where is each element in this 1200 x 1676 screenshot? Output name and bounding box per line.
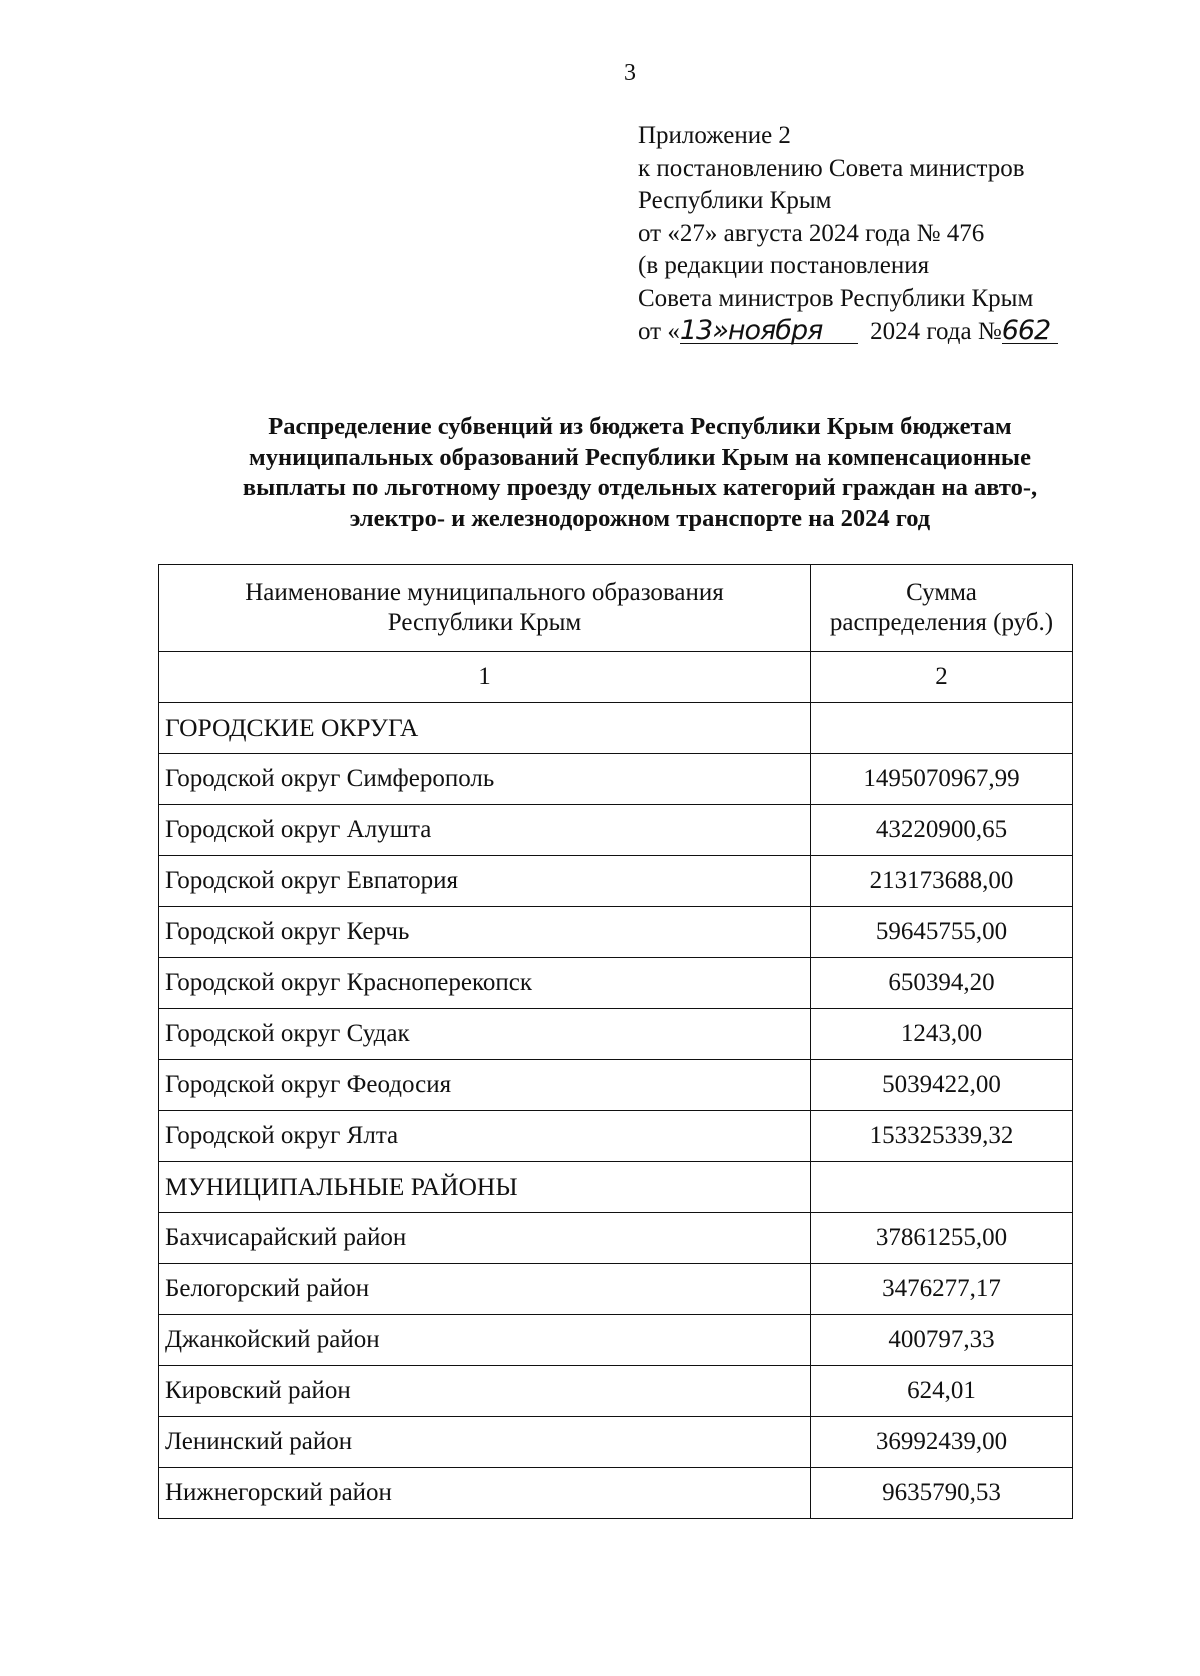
appendix-line: (в редакции постановления: [638, 252, 930, 280]
appendix-line-amendment-date: [638, 316, 1058, 349]
table-row: [159, 754, 1073, 805]
handwritten-number: 662: [1002, 319, 1058, 344]
table-row: [159, 1162, 1073, 1213]
municipality-name-cell: Городской округ Алушта: [159, 805, 811, 856]
section-heading-cell: ГОРОДСКИЕ ОКРУГА: [159, 703, 811, 754]
municipality-name-cell: Городской округ Керчь: [159, 907, 811, 958]
amount-cell: 624,01: [811, 1366, 1073, 1417]
table-index-row: [159, 652, 1073, 703]
table-body: [159, 565, 1073, 1519]
municipality-name-cell: Городской округ Судак: [159, 1009, 811, 1060]
title-line: Распределение субвенций из бюджета Республики Крым бюджетам: [268, 413, 1012, 440]
title-line: выплаты по льготному проезду отдельных категорий граждан на авто-,: [242, 474, 1038, 501]
amount-cell: 9635790,53: [811, 1468, 1073, 1519]
amendment-middle: 2024 года №: [863, 317, 1002, 345]
municipality-name-cell: Городской округ Симферополь: [159, 754, 811, 805]
municipality-name-cell: Городской округ Феодосия: [159, 1060, 811, 1111]
amount-cell: 400797,33: [811, 1315, 1073, 1366]
amount-cell: 650394,20: [811, 958, 1073, 1009]
table-row: [159, 856, 1073, 907]
table-row: [159, 1366, 1073, 1417]
table-row: [159, 1111, 1073, 1162]
municipality-name-cell: Ленинский район: [159, 1417, 811, 1468]
table-row: [159, 703, 1073, 754]
amount-cell: 1495070967,99: [811, 754, 1073, 805]
page-number: 3: [624, 60, 636, 86]
appendix-line: к постановлению Совета министров: [638, 154, 1025, 182]
index-cell: 2: [811, 652, 1073, 703]
table-row: [159, 1264, 1073, 1315]
amount-cell: [811, 703, 1073, 754]
header-sum-line: Сумма: [906, 579, 977, 606]
table-row: [159, 907, 1073, 958]
amendment-prefix: от «: [638, 317, 680, 345]
document-title: [140, 412, 1140, 534]
header-sum-line: распределения (руб.): [829, 609, 1054, 636]
amount-cell: 36992439,00: [811, 1417, 1073, 1468]
table-header-row: [159, 565, 1073, 652]
table-row: [159, 1315, 1073, 1366]
index-cell: 1: [159, 652, 811, 703]
appendix-line: Приложение 2: [638, 122, 791, 149]
amount-cell: 43220900,65: [811, 805, 1073, 856]
amount-cell: 3476277,17: [811, 1264, 1073, 1315]
municipality-name-cell: Городской округ Красноперекопск: [159, 958, 811, 1009]
appendix-line: от «27» августа 2024 года № 476: [638, 219, 985, 247]
amount-cell: 5039422,00: [811, 1060, 1073, 1111]
municipality-name-cell: Городской округ Ялта: [159, 1111, 811, 1162]
amount-cell: 59645755,00: [811, 907, 1073, 958]
header-name-cell: [159, 565, 811, 652]
amount-cell: [811, 1162, 1073, 1213]
title-line: электро- и железнодорожном транспорте на 2024 год: [349, 504, 931, 532]
municipality-name-cell: Кировский район: [159, 1366, 811, 1417]
appendix-line: Республики Крым: [638, 187, 832, 215]
header-name-line: Республики Крым: [387, 609, 582, 636]
amount-cell: 153325339,32: [811, 1111, 1073, 1162]
table-row: [159, 1468, 1073, 1519]
amount-cell: 213173688,00: [811, 856, 1073, 907]
table-row: [159, 1009, 1073, 1060]
table-row: [159, 1213, 1073, 1264]
municipality-name-cell: Бахчисарайский район: [159, 1213, 811, 1264]
title-line: муниципальных образований Республики Крым на компенсационные: [249, 443, 1031, 471]
distribution-table: [158, 564, 1073, 1519]
table-row: [159, 1060, 1073, 1111]
municipality-name-cell: Джанкойский район: [159, 1315, 811, 1366]
amount-cell: 37861255,00: [811, 1213, 1073, 1264]
table-row: [159, 1417, 1073, 1468]
appendix-line: Совета министров Республики Крым: [638, 284, 1034, 312]
municipality-name-cell: Белогорский район: [159, 1264, 811, 1315]
table-row: [159, 805, 1073, 856]
amount-cell: 1243,00: [811, 1009, 1073, 1060]
header-name-line: Наименование муниципального образования: [245, 579, 724, 606]
handwritten-date: 13»ноября: [680, 319, 858, 344]
appendix-block: [638, 120, 1058, 348]
header-sum-cell: [811, 565, 1073, 652]
section-heading-cell: МУНИЦИПАЛЬНЫЕ РАЙОНЫ: [159, 1162, 811, 1213]
municipality-name-cell: Городской округ Евпатория: [159, 856, 811, 907]
table-row: [159, 958, 1073, 1009]
municipality-name-cell: Нижнегорский район: [159, 1468, 811, 1519]
